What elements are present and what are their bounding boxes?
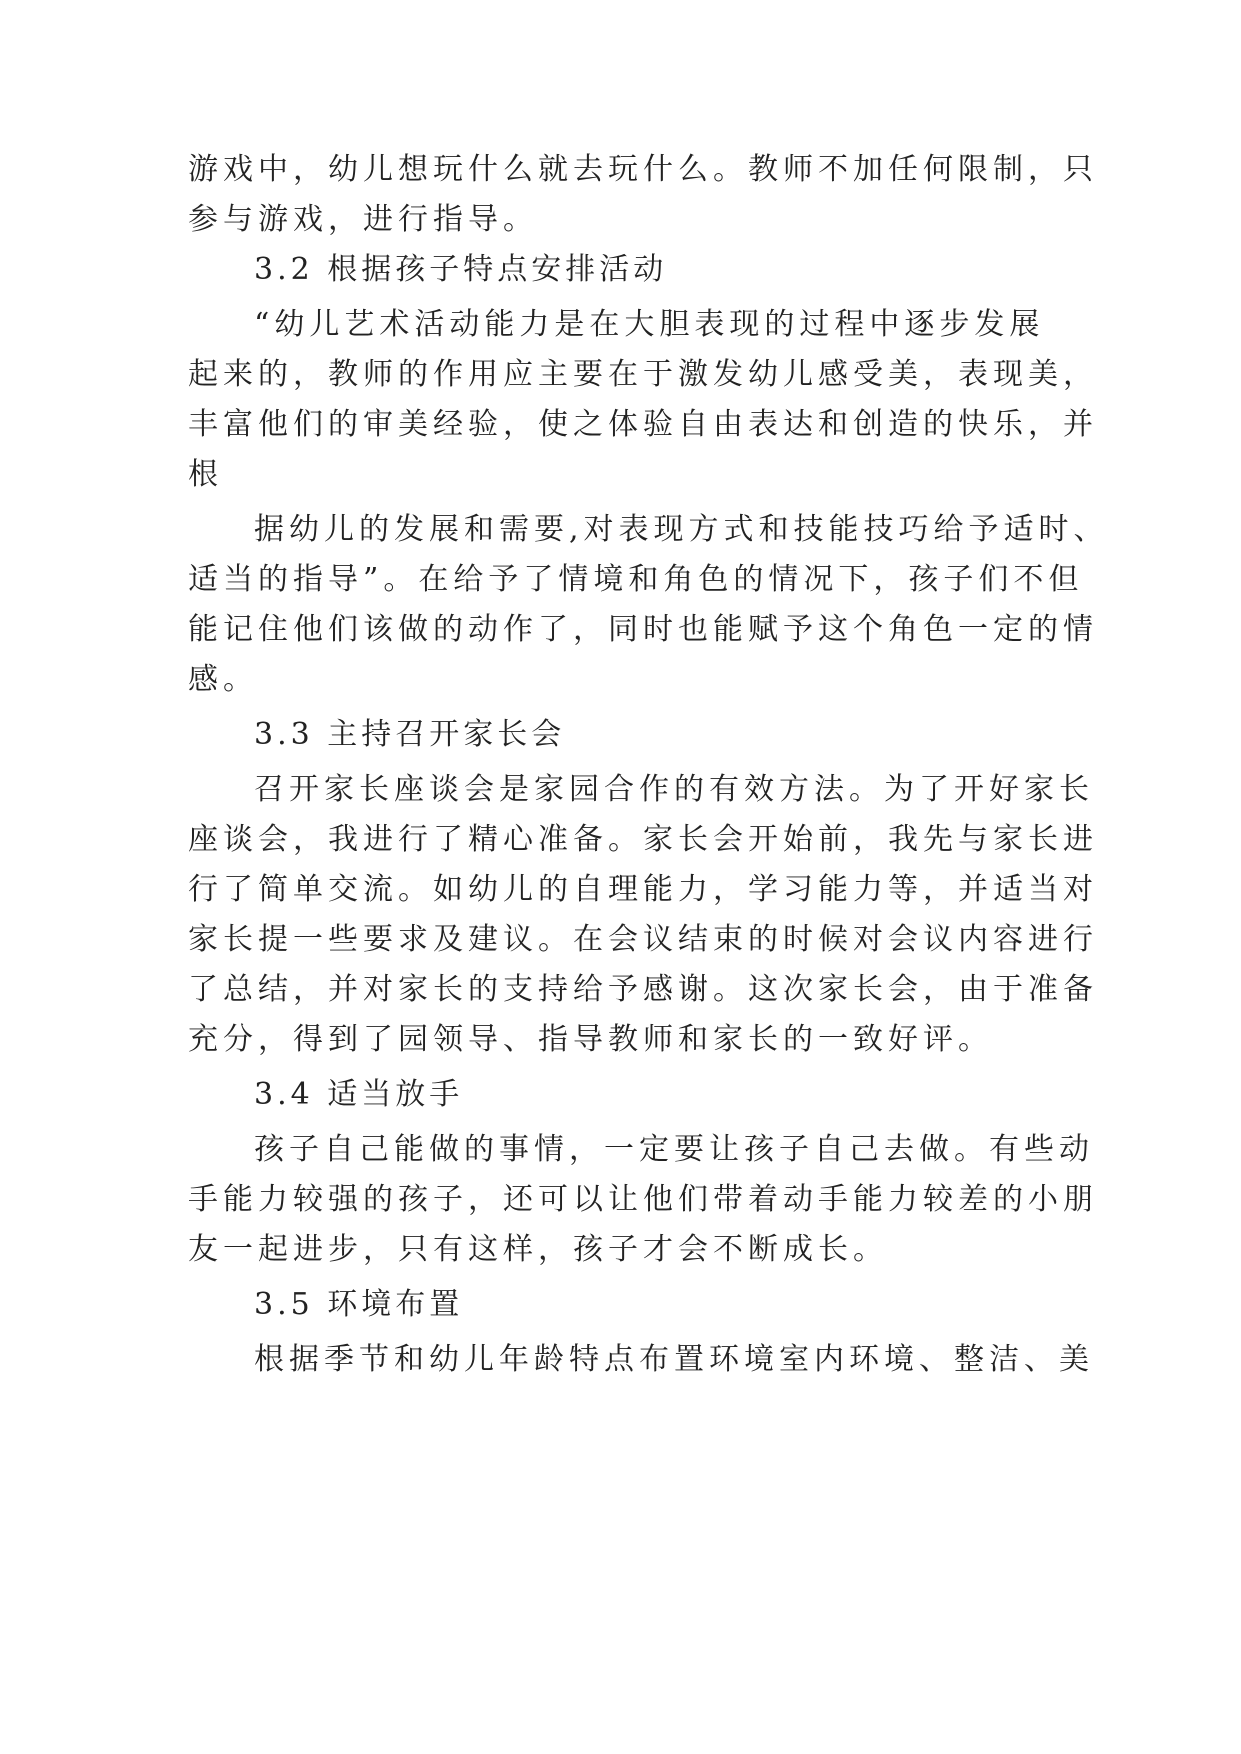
body-text-line: 家长提一些要求及建议。在会议结束的时候对会议内容进行 [188, 922, 1098, 957]
body-text-line: 孩子自己能做的事情，一定要让孩子自己去做。有些动 [254, 1132, 1094, 1167]
body-text-line: 召开家长座谈会是家园合作的有效方法。为了开好家长 [254, 772, 1094, 807]
section-heading: 3.5 环境布置 [254, 1287, 464, 1322]
body-text-line: 了总结，并对家长的支持给予感谢。这次家长会，由于准备 [188, 972, 1098, 1007]
body-text-line: 游戏中，幼儿想玩什么就去玩什么。教师不加任何限制，只 [188, 152, 1098, 187]
body-text-line: 据幼儿的发展和需要,对表现方式和技能技巧给予适时、 [254, 512, 1109, 547]
body-text-line: 能记住他们该做的动作了，同时也能赋予这个角色一定的情 [188, 612, 1098, 647]
body-text-line: 起来的，教师的作用应主要在于激发幼儿感受美，表现美， [188, 357, 1098, 392]
body-text-line: 手能力较强的孩子，还可以让他们带着动手能力较差的小朋 [188, 1182, 1098, 1217]
body-text-line: 友一起进步，只有这样，孩子才会不断成长。 [188, 1232, 888, 1267]
body-text-line: 行了简单交流。如幼儿的自理能力，学习能力等，并适当对 [188, 872, 1098, 907]
section-heading: 3.4 适当放手 [254, 1077, 464, 1112]
body-text-line: 适当的指导”。在给予了情境和角色的情况下，孩子们不但 [188, 562, 1084, 597]
body-text-line: 根据季节和幼儿年龄特点布置环境室内环境、整洁、美 [254, 1342, 1094, 1377]
body-text-line: 参与游戏，进行指导。 [188, 202, 538, 237]
body-text-line: 根 [188, 457, 223, 492]
section-heading: 3.2 根据孩子特点安排活动 [254, 252, 668, 287]
body-text-line: 座谈会，我进行了精心准备。家长会开始前，我先与家长进 [188, 822, 1098, 857]
section-heading: 3.3 主持召开家长会 [254, 717, 566, 752]
body-text-line: 感。 [188, 662, 258, 697]
body-text-line: 充分，得到了园领导、指导教师和家长的一致好评。 [188, 1022, 993, 1057]
body-text-line: 丰富他们的审美经验，使之体验自由表达和创造的快乐，并 [188, 407, 1098, 442]
body-text-line: “幼儿艺术活动能力是在大胆表现的过程中逐步发展 [254, 307, 1045, 342]
